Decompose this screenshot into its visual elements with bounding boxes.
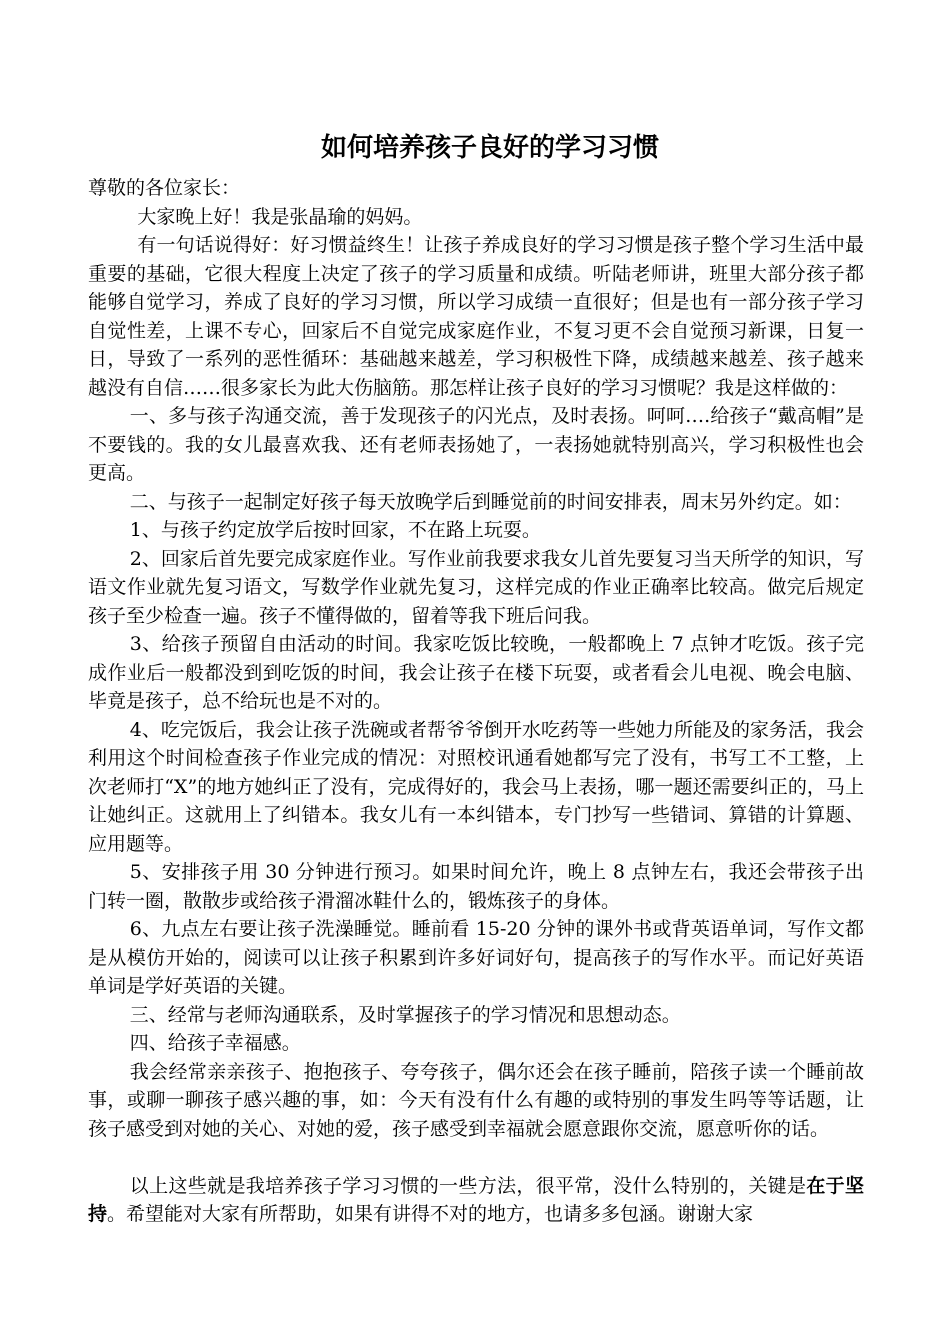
item-2-paragraph: 2、回家后首先要完成家庭作业。写作业前我要求我女儿首先要复习当天所学的知识，写语文作业就先复习语文，写数学作业就先复习，这样完成的作业正确率比较高。做完后规定孩子至少检查一遍。孩子不懂得做的，留着等我下班后问我。 (88, 547, 864, 627)
closing-paragraph (88, 1172, 864, 1229)
point-4-heading: 四、给孩子幸福感。 (129, 1032, 301, 1054)
point-1-paragraph: 一、多与孩子沟通交流，善于发现孩子的闪光点，及时表扬。呵呵….给孩子“戴高帽”是不要钱的。我的女儿最喜欢我、还有老师表扬她了，一表扬她就特别高兴，学习积极性也会更高。 (88, 405, 864, 484)
point-3-paragraph: 三、经常与老师沟通联系，及时掌握孩子的学习情况和思想动态。 (129, 1003, 681, 1026)
document-title: 如何培养孩子良好的学习习惯 (320, 133, 659, 163)
closing-emphasis: 在于坚持 (88, 1174, 864, 1225)
point-2-paragraph: 二、与孩子一起制定好孩子每天放晚学后到睡觉前的时间安排表，周末另外约定。如： (129, 490, 852, 513)
salutation: 尊敬的各位家长： (88, 177, 241, 199)
item-1-paragraph: 1、与孩子约定放学后按时回家，不在路上玩耍。 (129, 519, 541, 541)
item-3-paragraph: 3、给孩子预留自由活动的时间。我家吃饭比较晚，一般都晚上 7 点钟才吃饭。孩子完成作业后一般都没到到吃饭的时间，我会让孩子在楼下玩耍，或者看会儿电视、晚会电脑、毕竟是孩子，总不给玩也是不对的。 (88, 633, 864, 712)
item-4-paragraph: 4、吃完饭后，我会让孩子洗碗或者帮爷爷倒开水吃药等一些她力所能及的家务活，我会利用这个时间检查孩子作业完成的情况：对照校讯通看她都写完了没有，书写工不工整，上次老师打“X”的地方她纠正了没有，完成得好的，我会马上表扬，哪一题还需要纠正的，马上让她纠正。这就用上了纠错本。我女儿有一本纠错本，专门抄写一些错词、算错的计算题、应用题等。 (88, 718, 864, 855)
greeting-paragraph: 大家晚上好！我是张晶瑜的妈妈。 (137, 205, 423, 228)
closing-text-1: 以上这些就是我培养孩子学习习惯的一些方法，很平常，没什么特别的，关键是 (129, 1174, 807, 1197)
blank-line (88, 1143, 864, 1172)
document-body (88, 128, 864, 1229)
point-4-body: 我会经常亲亲孩子、抱抱孩子、夸夸孩子，偶尔还会在孩子睡前，陪孩子读一个睡前故事，或聊一聊孩子感兴趣的事，如：今天有没有什么有趣的或特别的事发生吗等等话题，让孩子感受到对她的关心、对她的爱，孩子感受到幸福就会愿意跟你交流，愿意听你的话。 (88, 1060, 864, 1140)
item-6-paragraph: 6、九点左右要让孩子洗澡睡觉。睡前看 15-20 分钟的课外书或背英语单词，写作文都是从模仿开始的，阅读可以让孩子积累到许多好词好句，提高孩子的写作水平。而记好英语单词是学好英语的关键。 (88, 918, 864, 997)
closing-text-2: 。希望能对大家有所帮助，如果有讲得不对的地方，也请多多包涵。谢谢大家 (107, 1203, 754, 1225)
intro-paragraph: 有一句话说得好：好习惯益终生！让孩子养成良好的学习习惯是孩子整个学习生活中最重要的基础，它很大程度上决定了孩子的学习质量和成绩。听陆老师讲，班里大部分孩子都能够自觉学习，养成了良好的学习习惯，所以学习成绩一直很好；但是也有一部分孩子学习自觉性差，上课不专心，回家后不自觉完成家庭作业，不复习更不会自觉预习新课，日复一日，导致了一系列的恶性循环：基础越来越差，学习积极性下降，成绩越来越差、孩子越来越没有自信……很多家长为此大伤脑筋。那怎样让孩子良好的学习习惯呢？我是这样做的： (88, 234, 864, 399)
item-5-paragraph: 5、安排孩子用 30 分钟进行预习。如果时间允许，晚上 8 点钟左右，我还会带孩子出门转一圈，散散步或给孩子滑溜冰鞋什么的，锻炼孩子的身体。 (88, 861, 864, 912)
